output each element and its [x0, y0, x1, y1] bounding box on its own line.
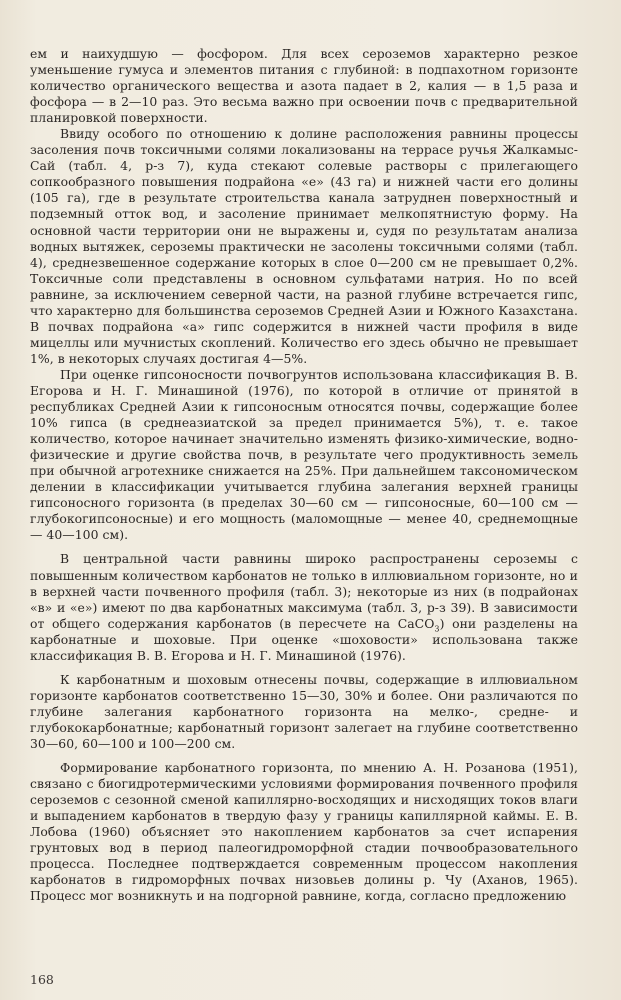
- paragraph-3: При оценке гипсоносности почвогрунтов использована классификация В. В. Егорова и Н. Г. Минашиной (1976), по которой в отличие от принятой в республиках Средней Азии к гипсоносным относятся почвы, содержащие более 10% гипса (в среднеазиатской за предел принимается 5%), т. е. такое количество, которое начинает значительно изменять физико-химические, водно-физические и другие свойства почв, в результате чего продуктивность земель при обычной агротехнике снижается на 25%. При дальнейшем таксономическом делении в классификации учитывается глубина залегания верхней границы гипсоносного горизонта (в пределах 30—60 см — гипсоносные, 60—100 см — глубокогипсоносные) и его мощность (маломощные — менее 40, среднемощные — 40—100 см).: [30, 366, 578, 543]
- paragraph-5: К карбонатным и шоховым отнесены почвы, содержащие в иллювиальном горизонте карбонатов соответственно 15—30, 30% и более. Они различаются по глубине залегания карбонатного горизонта на мелко-, средне- и глубококарбонатные; карбонатный горизонт залегает на глубине соответственно 30—60, 60—100 и 100—200 см.: [30, 671, 578, 751]
- paragraph-6: Формирование карбонатного горизонта, по мнению А. Н. Розанова (1951), связано с биогидротермическими условиями формирования почвенного профиля сероземов с сезонной сменой капиллярно-восходящих и нисходящих токов влаги и выпадением карбонатов в твердую фазу у границы капиллярной каймы. Е. В. Лобова (1960) объясняет это накоплением карбонатов за счет испарения грунтовых вод в период палеогидроморфной стадии почвообразовательного процесса. Последнее подтверждается современным процессом накопления карбонатов в гидроморфных почвах низовьев долины р. Чу (Аханов, 1965). Процесс мог возникнуть и на подгорной равнине, когда, согласно предложению: [30, 760, 578, 904]
- page-number: 168: [30, 972, 54, 987]
- paragraph-1: ем и наихудшую — фосфором. Для всех сероземов характерно резкое уменьшение гумуса и элементов питания с глубиной: в подпахотном горизонте количество органического вещества и азота падает в 2, калия — в 1,5 раза и фосфора — в 2—10 раз. Это весьма важно при освоении почв с предварительной планировкой поверхности.: [30, 46, 578, 126]
- subscript-3: 3: [434, 624, 440, 634]
- body-text: [30, 46, 578, 904]
- paragraph-2: Ввиду особого по отношению к долине расположения равнины процессы засоления почв токсичными солями локализованы на террасе ручья Жалкамыс-Сай (табл. 4, р-з 7), куда стекают солевые растворы с прилегающего сопкообразного повышения подрайона «е» (43 га) и нижней части его долины (105 га), где в результате строительства канала затруднен поверхностный и подземный отток вод, и засоление принимает мелкопятнистую форму. На основной части территории они не выражены и, судя по результатам анализа водных вытяжек, сероземы практически не засолены токсичными солями (табл. 4), среднезвешенное содержание которых в слое 0—200 см не превышает 0,2%. Токсичные соли представлены в основном сульфатами натрия. Но по всей равнине, за исключением северной части, на разной глубине встречается гипс, что характерно для большинства сероземов Средней Азии и Южного Казахстана. В почвах подрайона «а» гипс содержится в нижней части профиля в виде мицеллы или мучнистых скоплений. Количество его здесь обычно не превышает 1%, в некоторых случаях достигая 4—5%.: [30, 126, 578, 366]
- paragraph-4: [30, 551, 578, 663]
- paragraph-4-text-b: ) они разделены на карбонатные и шоховые. При оценке «шоховости» использована также классификация В. В. Егорова и Н. Г. Минашиной (1976).: [30, 615, 578, 663]
- paragraph-4-text-a: В центральной части равнины широко распространены сероземы с повышенным количеством карбонатов не только в иллювиальном горизонте, но и в верхней части почвенного профиля (табл. 3); некоторые из них (в подрайонах «в» и «е») имеют по два карбонатных максимума (табл. 3, р-з 39). В зависимости от общего содержания карбонатов (в пересчете на CaCO: [30, 551, 578, 631]
